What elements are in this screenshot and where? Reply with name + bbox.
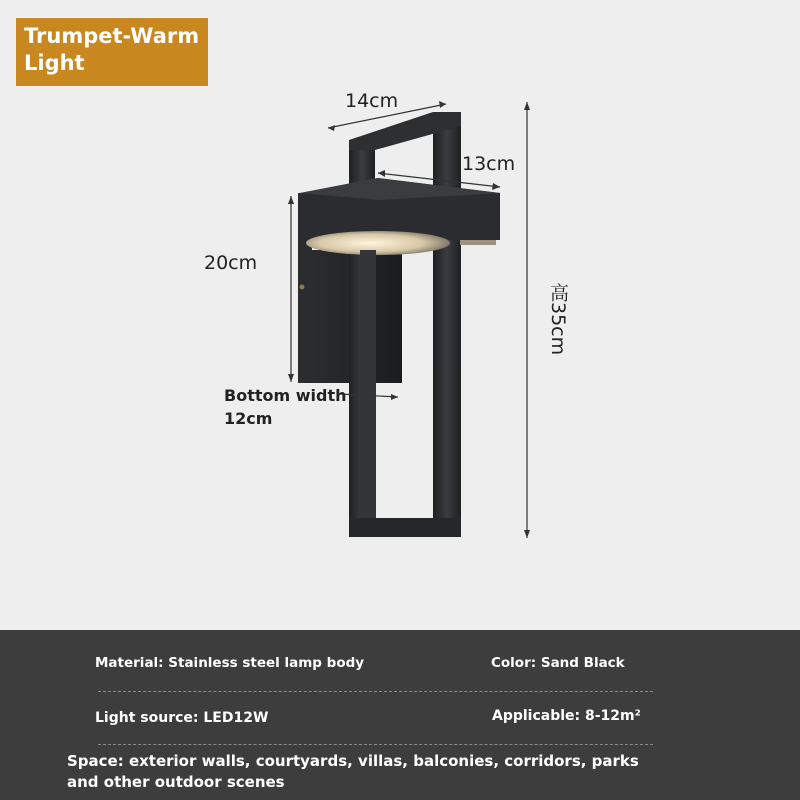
spec-divider [98,744,653,745]
dimension-width-label: 14cm [345,90,399,112]
spec-material: Material: Stainless steel lamp body [95,655,365,671]
lamp-shade [300,178,500,255]
spec-space: Space: exterior walls, courtyards, villas, balconies, corridors, parks and other outdoor scenes [67,752,639,791]
lamp-rod [360,250,376,518]
spec-light-source: Light source: LED12W [95,710,269,726]
spec-divider [98,691,653,692]
dimension-depth-label: 13cm [462,153,516,175]
dimension-bottom-width-label: Bottom width 12cm [224,386,347,428]
spec-applicable-area: Applicable: 8-12m² [492,708,641,724]
spec-panel [0,630,800,800]
lamp-light-glow [306,231,450,255]
product-title-badge: Trumpet-Warm Light [16,18,208,86]
dimension-total-height-label: 高35cm [547,283,569,356]
dimension-shade-height-label: 20cm [204,252,258,274]
spec-color: Color: Sand Black [491,655,625,671]
